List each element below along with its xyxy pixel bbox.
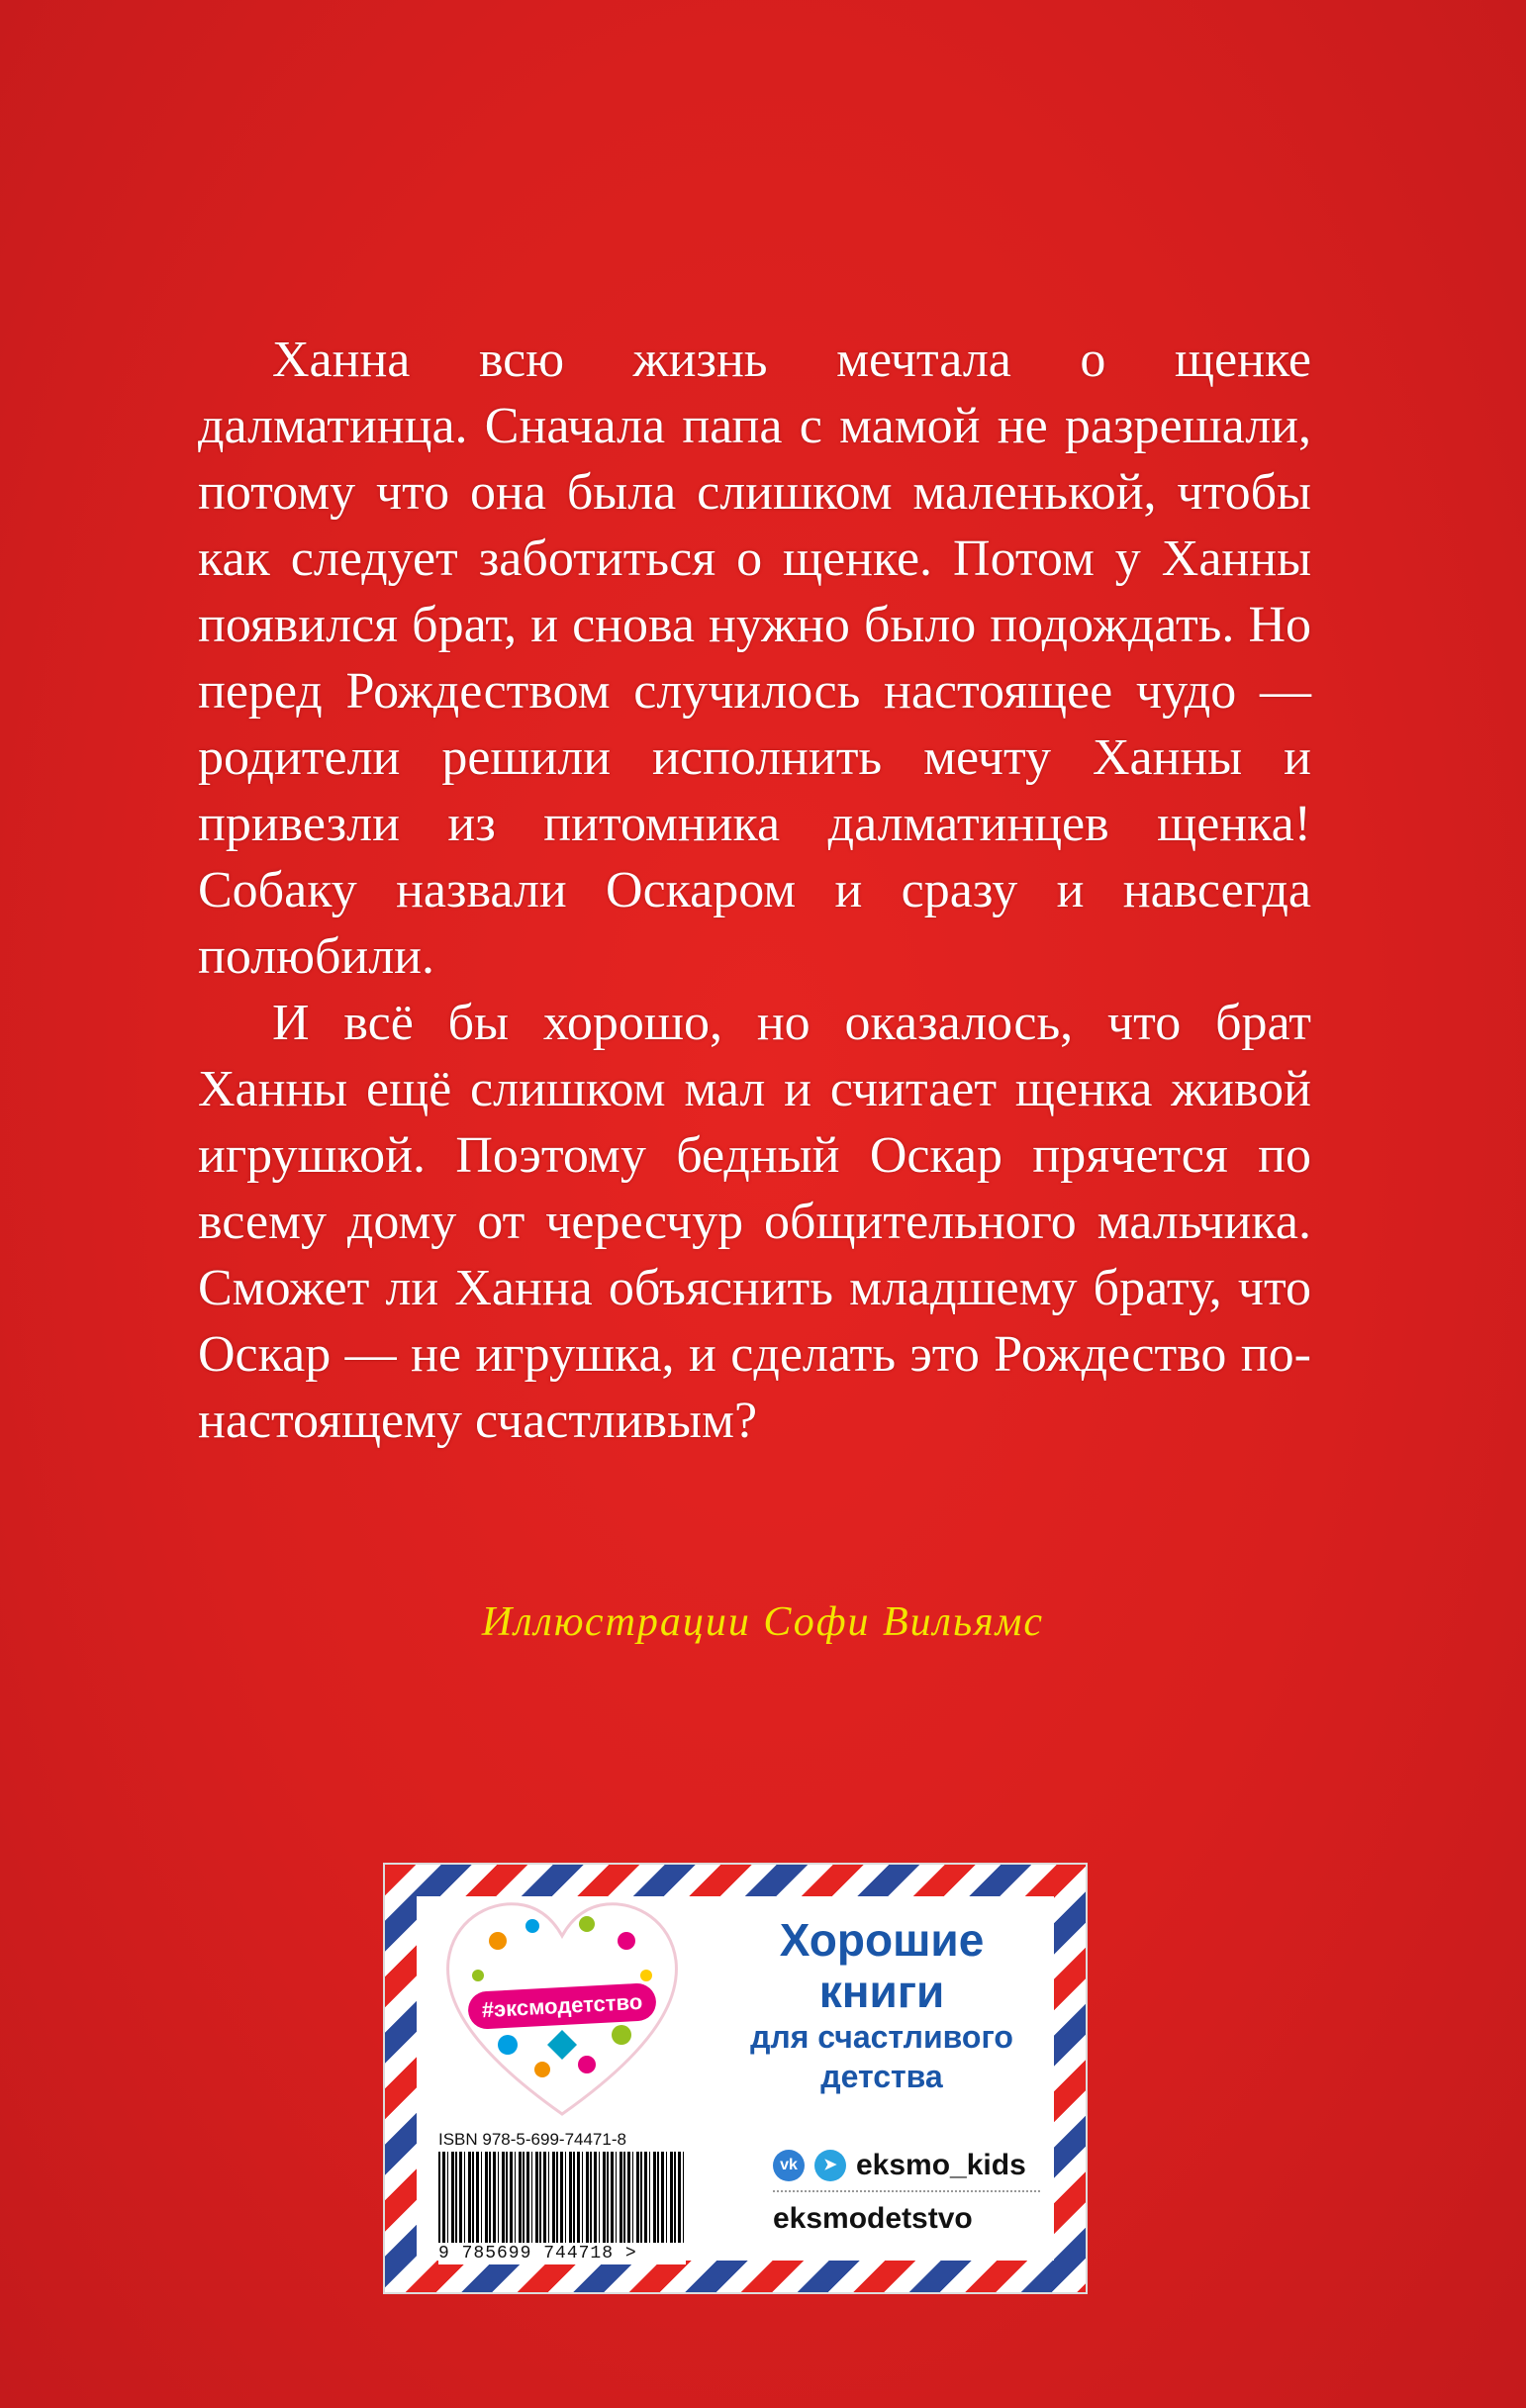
social-handle-site: eksmodetstvo bbox=[773, 2202, 973, 2235]
publisher-postcard bbox=[383, 1863, 1088, 2294]
illustrator-credit: Иллюстрации Софи Вильямс bbox=[481, 1599, 1045, 1645]
social-row-kids[interactable] bbox=[773, 2149, 1040, 2182]
blurb-text bbox=[198, 327, 1311, 1454]
slogan-line-4: детства bbox=[820, 2059, 943, 2094]
social-row-site[interactable] bbox=[773, 2202, 1040, 2236]
barcode bbox=[438, 2152, 686, 2243]
social-handle-kids: eksmo_kids bbox=[856, 2149, 1026, 2181]
slogan-line-3: для счастливого bbox=[750, 2019, 1013, 2055]
hashtag-badge: #эксмодетство bbox=[467, 1982, 657, 2030]
vk-icon: vk bbox=[773, 2150, 805, 2181]
social-links bbox=[773, 2149, 1040, 2236]
social-divider bbox=[773, 2190, 1040, 2192]
slogan-line-2: книги bbox=[818, 1966, 945, 2017]
publisher-slogan bbox=[714, 1914, 1050, 2096]
slogan-line-1: Хорошие bbox=[779, 1914, 985, 1966]
heart-logo bbox=[438, 1896, 686, 2134]
blurb-paragraph-1: Ханна всю жизнь мечтала о щенке далматинца. Сначала папа с мамой не разрешали, потому что она была слишком маленькой, чтобы как следует заботиться о щенке. Потом у Ханны появился брат, и снова нужно было подождать. Но перед Рождеством случилось настоящее чудо — родители решили исполнить мечту Ханны и привезли из питомника далматинцев щенка! Собаку назвали Оскаром и сразу и навсегда полюбили. bbox=[198, 332, 1311, 985]
postcard-body bbox=[417, 1896, 1054, 2264]
blurb-paragraph-2: И всё бы хорошо, но оказалось, что брат Ханны ещё слишком мал и считает щенка живой игрушкой. Поэтому бедный Оскар прячется по всему дому от чересчур общительного мальчика. Сможет ли Ханна объяснить младшему брату, что Оскар — не игрушка, и сделать это Рождество по-настоящему счастливым? bbox=[198, 995, 1311, 1449]
isbn-number: ISBN 978-5-699-74471-8 bbox=[438, 2130, 626, 2149]
telegram-icon: ➤ bbox=[814, 2150, 846, 2181]
barcode-digits: 9 785699 744718 > bbox=[438, 2243, 686, 2264]
